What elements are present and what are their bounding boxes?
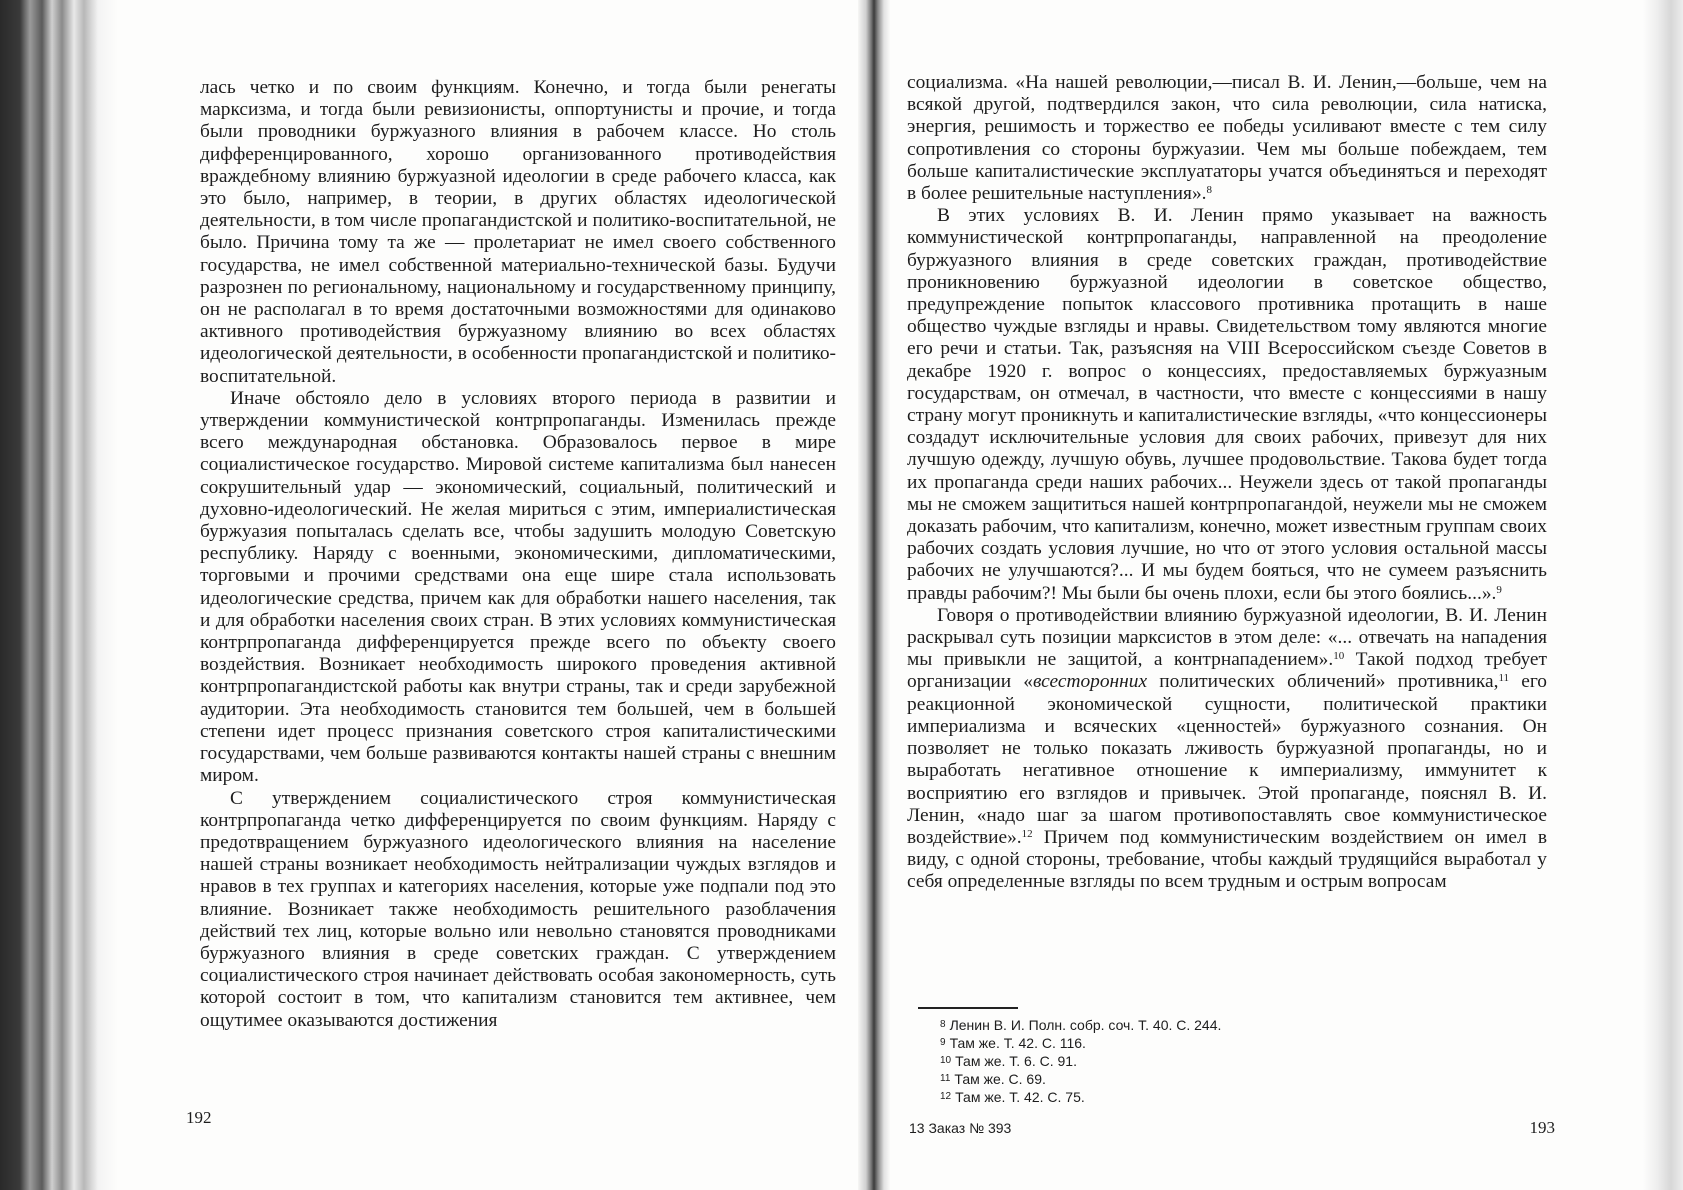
footnote-11 [940, 1070, 1221, 1088]
footnote-10 [940, 1052, 1221, 1070]
book-gutter [858, 0, 890, 1190]
footnote-number: 10 [940, 1055, 952, 1066]
right-page-text [907, 72, 1547, 894]
footnote-number: 8 [940, 1019, 946, 1030]
footnote-text: Там же. Т. 42. С. 75. [955, 1089, 1085, 1105]
footnote-8 [940, 1016, 1221, 1034]
right-paragraph-3-part-e: Причем под коммунистическим воздействием он имел в виду, с одной стороны, требование, чтобы каждый трудящийся выработал у себя определенные взгляды по всем трудным и острым вопросам [907, 826, 1547, 893]
note-ref-8: 8 [1206, 184, 1212, 197]
note-ref-12: 12 [1021, 827, 1033, 840]
footnote-12 [940, 1088, 1221, 1106]
footnote-number: 11 [940, 1073, 951, 1084]
right-paragraph-3-part-c: политических обличений» противника, [1147, 671, 1499, 693]
note-ref-10: 10 [1333, 650, 1345, 663]
right-paragraph-3 [907, 605, 1547, 894]
right-paragraph-2-text: В этих условиях В. И. Ленин прямо указывает на важность коммунистической контрпропаганды, направленной на преодоление буржуазного влияния в среде советских граждан, противодействие проникновению буржуазной идеологии в советское общество, предупреждение попыток классового противника протащить в наше общество чуждые взгляды и нравы. Свидетельством тому являются многие его речи и статьи. Так, разъясняя на VIII Всероссийском съезде Советов в декабре 1920 г. вопрос о концессиях, предоставляемых буржуазным государствам, он отмечал, в частности, что вместе с концессиями в нашу страну могут проникнуть и капиталистические взгляды, «что концессионеры создадут исключительные условия для своих рабочих, привезут для них лучшую одежду, лучшую обувь, лучшее продовольствие. Такова будет тогда их пропаганда среди наших рабочих... Неужели здесь от такой пропаганды мы не сможем защититься нашей контрпропагандой, неужели мы не сможем доказать рабочим, что капитализм, конечно, может известным группам своих рабочих создать условия лучшие, но что от этого условия остальной массы рабочих не улучшаются?... И мы будем бояться, что не сумеем разъяснить правды рабочим?! Мы были бы очень плохи, если бы этого боялись...». [907, 205, 1547, 604]
right-paragraph-1 [907, 72, 1547, 205]
left-paragraph-1: лась четко и по своим функциям. Конечно, и тогда были ренегаты марксизма, и тогда были ревизионисты, оппортунисты и прочие, и тогда были проводники буржуазного влияния в рабочем классе. Но столь дифференцированного, хорошо организованного противодействия враждебному влиянию буржуазной идеологии в среде рабочего класса, как это было, например, в теории, в других областях идеологической деятельности, в том числе пропагандистской и политико-воспитательной, не было. Причина тому та же — пролетариат не имел своего собственного государства, не имел собственной материально-технической базы. Будучи разрознен по региональному, национальному и государственному принципу, он не располагал в то время достаточными возможностями для одинаково активного противодействия буржуазному влиянию во всех областях идеологической деятельности, в особенности пропагандистской и политико-воспитательной. [200, 77, 836, 387]
page-number-left: 192 [186, 1108, 212, 1127]
left-page-text [200, 77, 836, 1032]
printers-signature-mark: 13 Заказ № 393 [909, 1120, 1012, 1136]
book-edge-right [1643, 0, 1683, 1190]
note-ref-9: 9 [1496, 583, 1502, 596]
footnote-text: Там же. Т. 6. С. 91. [955, 1053, 1077, 1069]
footnotes [940, 1016, 1221, 1106]
right-paragraph-2 [907, 205, 1547, 605]
note-ref-11: 11 [1498, 672, 1510, 685]
book-edge-left [0, 0, 118, 1190]
page-number-right: 193 [1529, 1118, 1555, 1137]
footnote-text: Там же. Т. 42. С. 116. [949, 1035, 1086, 1051]
footnote-9 [940, 1034, 1221, 1052]
left-paragraph-3: С утверждением социалистического строя коммунистическая контрпропаганда четко дифференцируется по своим функциям. Наряду с предотвращением буржуазного идеологического влияния на население нашей страны возникает необходимость нейтрализации чуждых взглядов и нравов в тех группах и категориях населения, которые уже подпали под это влияние. Возникает также необходимость решительного разоблачения действий тех лиц, которые вольно или невольно становятся проводниками буржуазного влияния в среде советских граждан. С утверждением социалистического строя начинает действовать особая закономерность, суть которой состоит в том, что капитализм становится тем активнее, чем ощутимее оказываются достижения [200, 787, 836, 1031]
right-paragraph-3-part-d: его реакционной экономической сущности, политической практики империализма и всяческих «ценностей» буржуазного сознания. Он позволяет не только показать лживость буржуазной пропаганды, но и выработать негативное отношение к империализму, иммунитет к восприятию его взглядов и привычек. Этой пропаганде, пояснял В. И. Ленин, «надо шаг за шагом противопоставлять свое коммунистическое воздействие». [907, 671, 1547, 848]
footnote-divider [918, 1007, 1018, 1009]
right-paragraph-3-italic: всесторонних [1032, 671, 1148, 693]
footnote-number: 12 [940, 1091, 952, 1102]
footnote-number: 9 [940, 1037, 946, 1048]
right-paragraph-3-part-b: Такой подход требует организации « [907, 649, 1547, 693]
footnote-text: Ленин В. И. Полн. собр. соч. Т. 40. С. 244. [949, 1017, 1222, 1033]
footnote-text: Там же. С. 69. [954, 1071, 1046, 1087]
right-paragraph-1-text: социализма. «На нашей революции,—писал В. И. Ленин,—больше, чем на всякой другой, подтвердился закон, что сила революции, сила натиска, энергия, решимость и торжество ее победы усиливают вместе с тем силу сопротивления со стороны буржуазии. Чем мы больше побеждаем, тем больше капиталистические эксплуататоры учатся объединяться и переходят в более решительные наступления». [907, 72, 1547, 205]
left-paragraph-2: Иначе обстояло дело в условиях второго периода в развитии и утверждении коммунистической контрпропаганды. Изменилась прежде всего международная обстановка. Образовалось первое в мире социалистическое государство. Мировой системе капитализма был нанесен сокрушительный удар — экономический, социальный, политический и духовно-идеологический. Не желая мириться с этим, империалистическая буржуазия попыталась сделать все, чтобы задушить молодую Советскую республику. Наряду с военными, экономическими, дипломатическими, торговыми и прочими средствами она еще шире стала использовать идеологические средства, причем как для обработки нашего населения, так и для обработки населения своих стран. В этих условиях коммунистическая контрпропаганда дифференцируется прежде всего по объекту своего воздействия. Возникает необходимость широкого проведения активной контрпропагандистской работы как внутри страны, так и среди зарубежной аудитории. Эта необходимость становится тем большей, чем в большей степени идет процесс признания советского строя капиталистическими государствами, чем больше развиваются контакты нашей страны с внешним миром. [200, 387, 836, 787]
right-paragraph-3-part-a: Говоря о противодействии влиянию буржуазной идеологии, В. И. Ленин раскрывал суть позиции марксистов в этом деле: «... отвечать на нападения мы привыкли не защитой, а контрнападением». [907, 604, 1547, 671]
